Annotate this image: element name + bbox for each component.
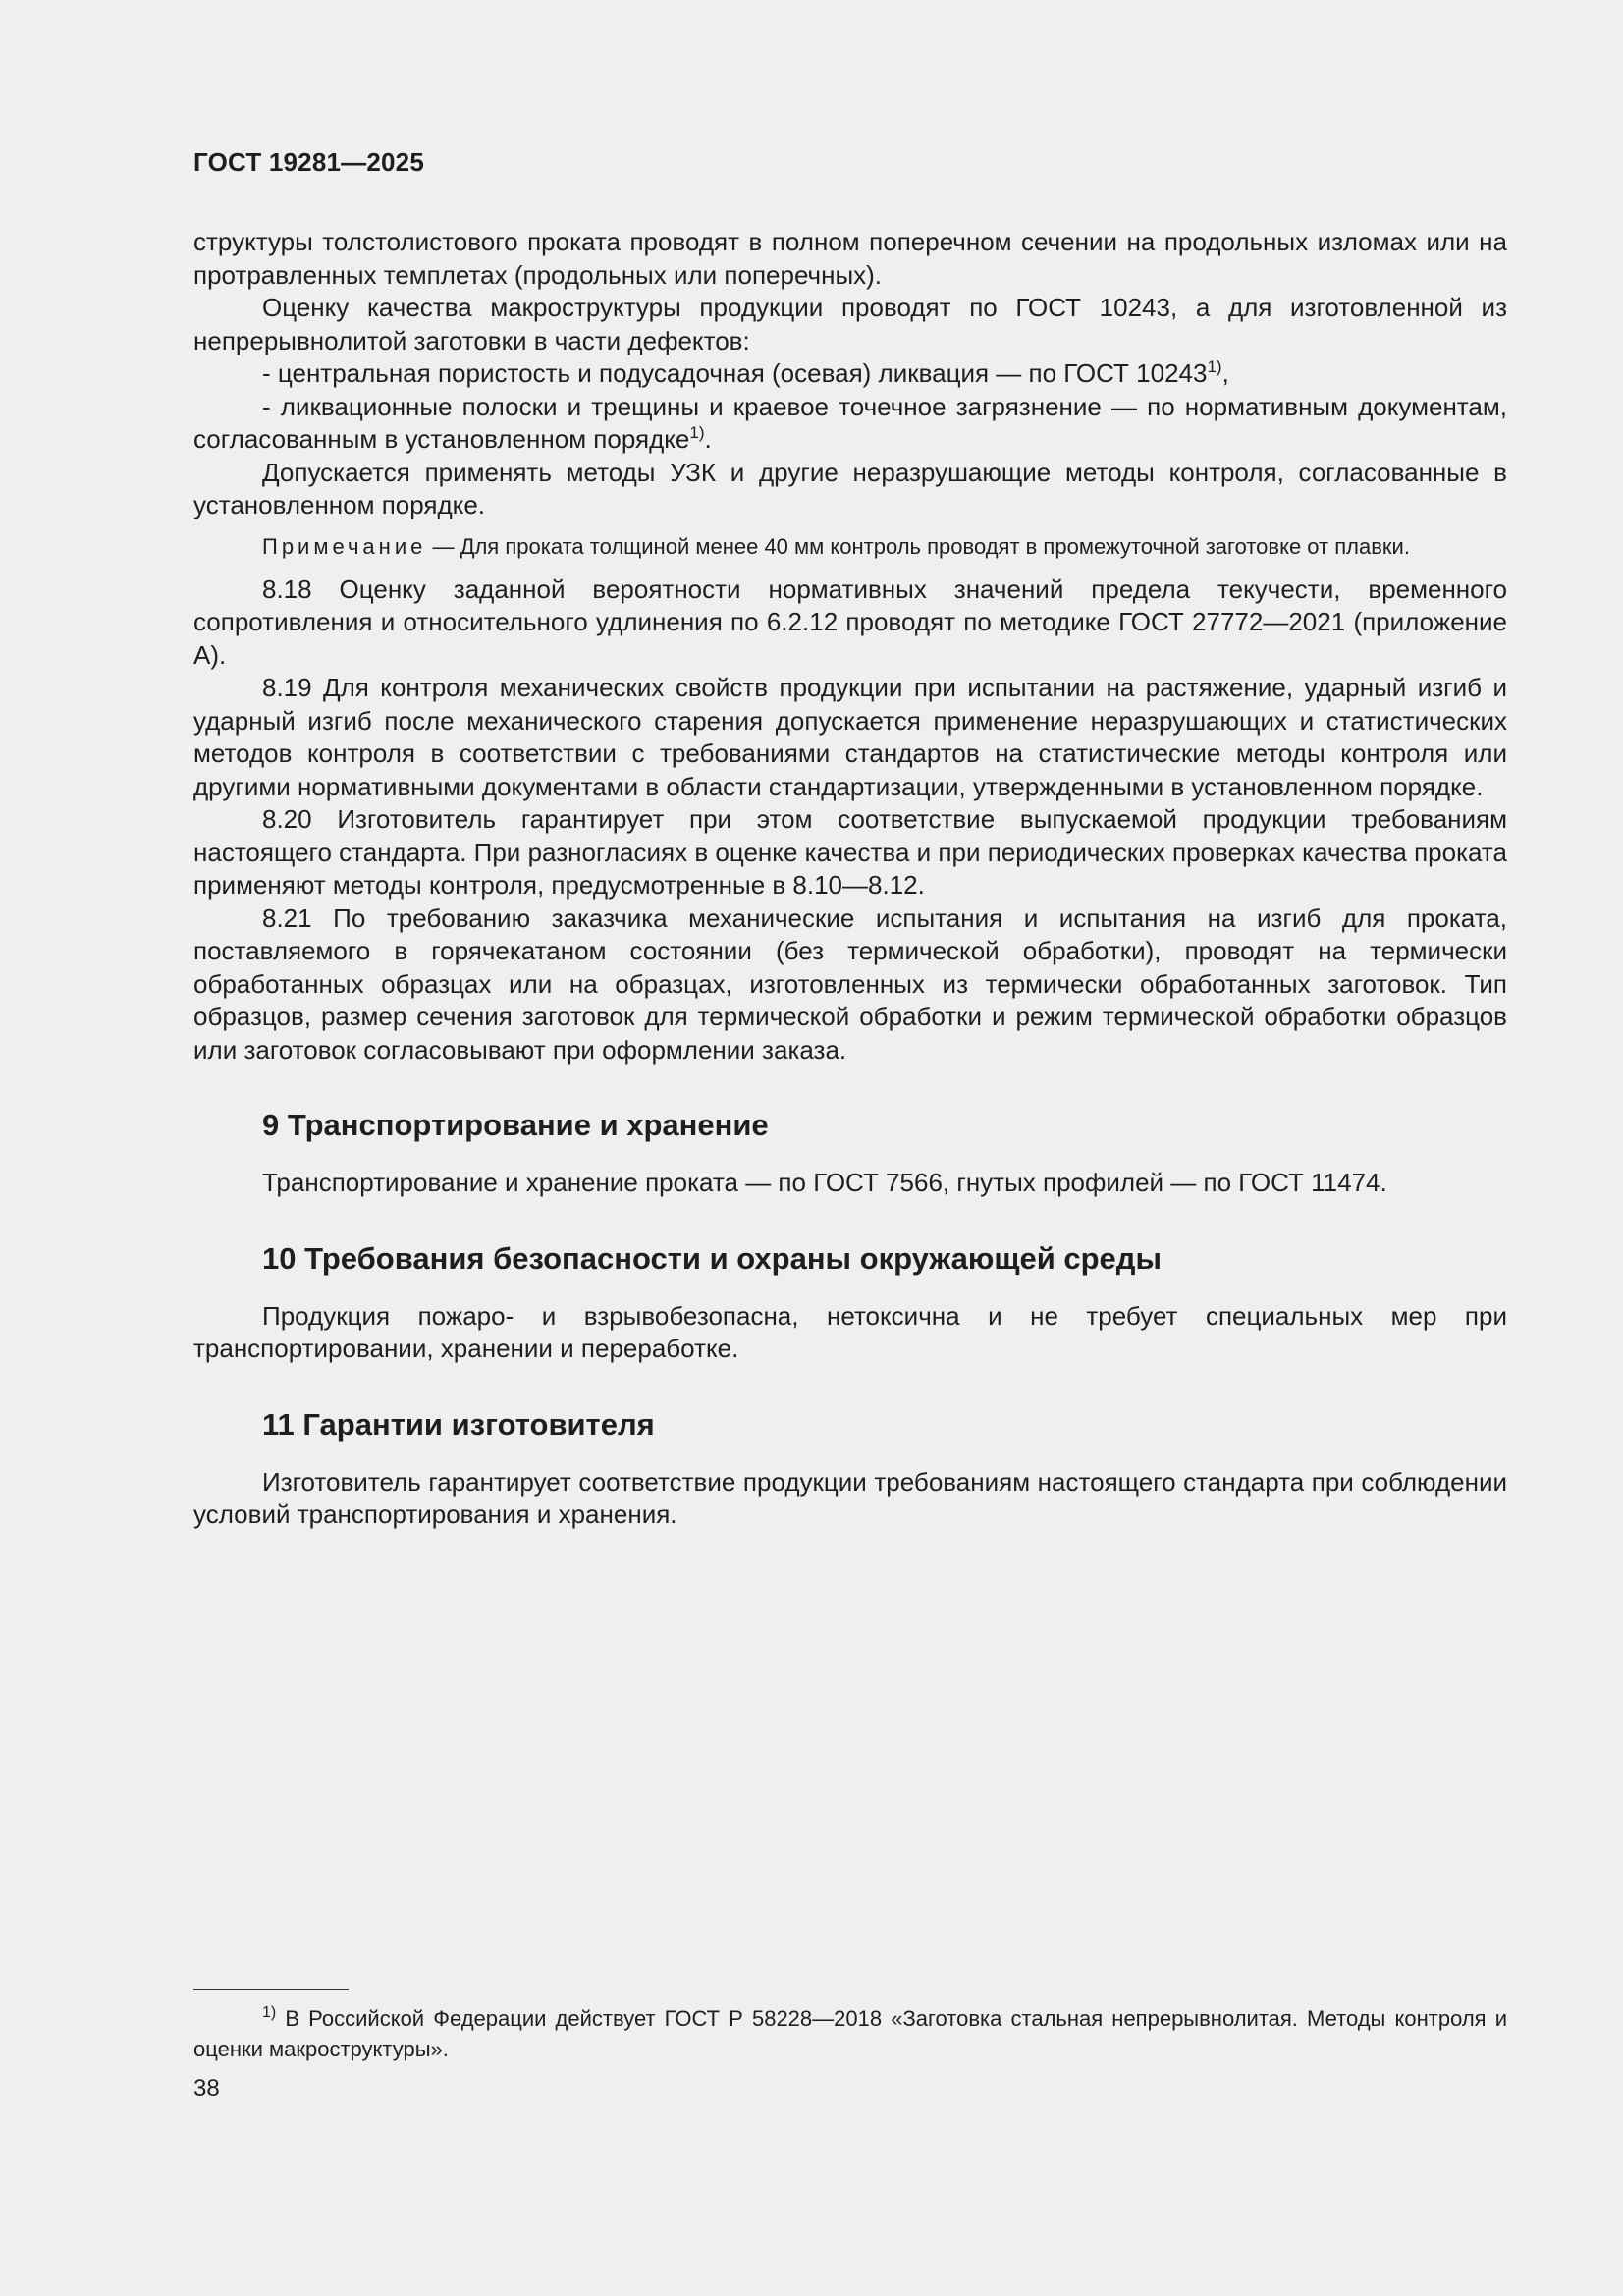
page-number: 38 <box>193 2075 220 2102</box>
list-item-segregation <box>193 391 1507 457</box>
footnote-ref: 1) <box>689 423 705 442</box>
footnote-divider <box>193 1989 349 1990</box>
list-item-text: - ликвационные полоски и трещины и краевое точечное загрязнение — по нормативным документам, согласованным в установленном порядке <box>193 391 1507 454</box>
section-11-title: 11 Гарантии изготовителя <box>262 1406 655 1442</box>
section-9-title: 9 Транспортирование и хранение <box>262 1108 769 1142</box>
list-item-tail: . <box>704 424 712 454</box>
note-text: — Для проката толщиной менее 40 мм контроль проводят в промежуточной заготовке от плавки. <box>426 533 1410 559</box>
clause-8-20: 8.20 Изготовитель гарантирует при этом соответствие выпускаемой продукции требованиям настоящего стандарта. При разногласиях в оценке качества и при периодических проверках качества проката применяют методы контроля, предусмотренные в 8.10—8.12. <box>193 804 1507 900</box>
paragraph-macrostructure: Оценку качества макроструктуры продукции проводят по ГОСТ 10243, а для изготовленной из непрерывнолитой заготовки в части дефектов: <box>193 293 1507 355</box>
list-item-text: - центральная пористость и подусадочная (осевая) ликвация — по ГОСТ 10243 <box>262 358 1208 388</box>
footnote-ref: 1) <box>1207 357 1222 376</box>
section-10-text: Продукция пожаро- и взрывобезопасна, нетоксична и не требует специальных мер при транспортировании, хранении и переработке. <box>193 1300 1507 1363</box>
list-item-central-porosity <box>193 357 1507 391</box>
footnote-marker: 1) <box>262 2004 277 2021</box>
section-11-text: Изготовитель гарантирует соответствие продукции требованиям настоящего стандарта при соблюдении условий транспортирования и хранения. <box>193 1466 1507 1529</box>
paragraph-ultrasonic: Допускается применять методы УЗК и другие неразрушающие методы контроля, согласованные в установленном порядке. <box>193 457 1507 519</box>
section-9-text: Транспортирование и хранение проката — по ГОСТ 7566, гнутых профилей — по ГОСТ 11474. <box>262 1168 1387 1197</box>
list-item-tail: , <box>1221 358 1229 388</box>
paragraph-continuation: структуры толстолистового проката проводят в полном поперечном сечении на продольных изломах или на протравленных темплетах (продольных или поперечных). <box>193 227 1507 290</box>
document-header: ГОСТ 19281—2025 <box>193 147 424 177</box>
section-10-title: 10 Требования безопасности и охраны окружающей среды <box>262 1240 1162 1276</box>
clause-8-18: 8.18 Оценку заданной вероятности нормативных значений предела текучести, временного сопротивления и относительного удлинения по 6.2.12 проводят по методике ГОСТ 27772—2021 (приложение А). <box>193 574 1507 670</box>
note <box>193 532 1507 562</box>
note-label: Примечание <box>262 533 427 559</box>
clause-8-21: 8.21 По требованию заказчика механические испытания и испытания на изгиб для проката, поставляемого в горячекатаном состоянии (без термической обработки), проводят на термически обработанных образцах или на образцах, изготовленных из термически обработанных заготовок. Тип образцов, размер сечения заготовок для термической обработки и режим термической обработки образцов или заготовок согласовывают при оформлении заказа. <box>193 902 1507 1065</box>
page-body <box>193 226 1507 1532</box>
footnote <box>193 2003 1507 2064</box>
clause-8-19: 8.19 Для контроля механических свойств продукции при испытании на растяжение, ударный изгиб и ударный изгиб после механического старения допускается применение неразрушающих и статистических методов контроля в соответствии с требованиями стандартов на статистические методы контроля или другими нормативными документами в области стандартизации, утвержденными в установленном порядке. <box>193 673 1507 801</box>
footnote-text: В Российской Федерации действует ГОСТ Р 58228—2018 «Заготовка стальная непрерывнолитая. Методы контроля и оценки макроструктуры». <box>193 2006 1507 2061</box>
